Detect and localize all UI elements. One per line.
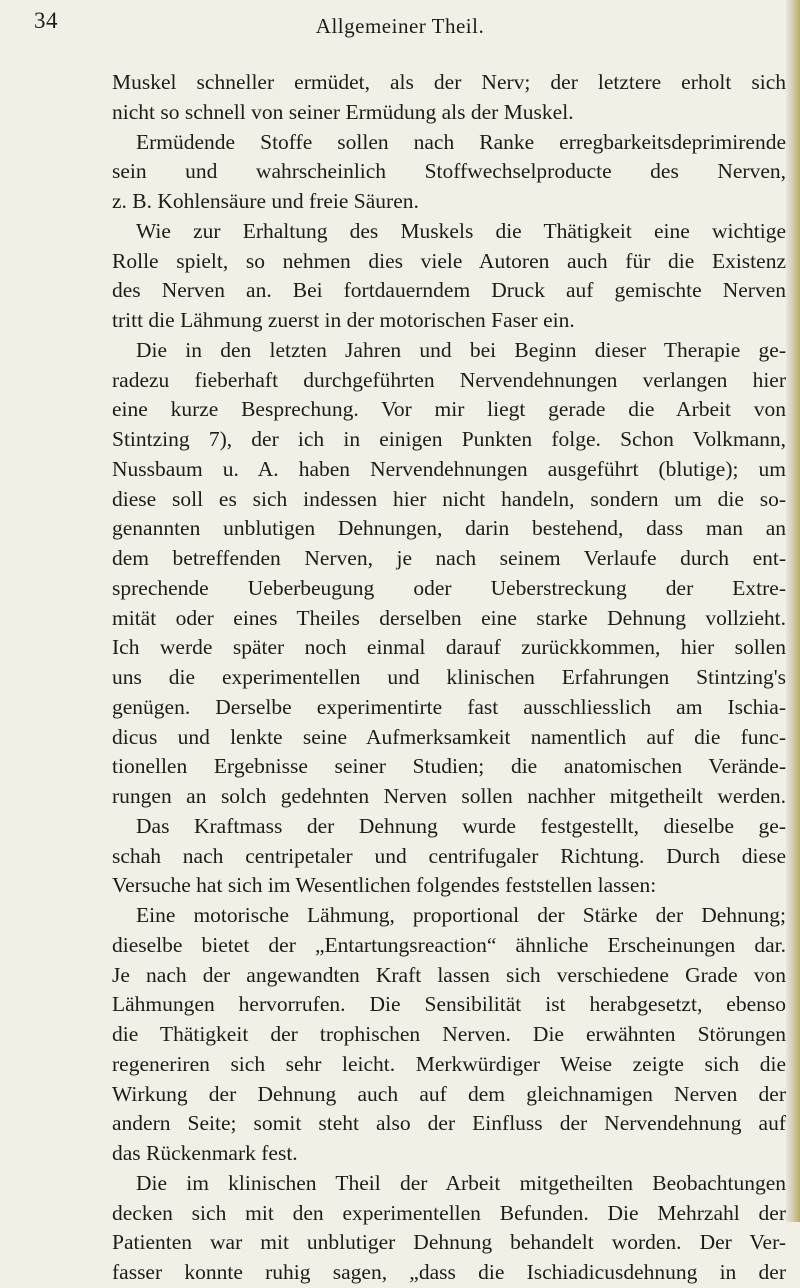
text-line: Die im klinischen Theil der Arbeit mitgetheilten Beobachtungen [136,1170,786,1195]
text-line: schah nach centripetaler und centrifugaler Richtung. Durch diese [112,843,786,868]
text-line: Versuche hat sich im Wesentlichen folgendes feststellen lassen: [112,873,657,898]
text-line: Wie zur Erhaltung des Muskels die Thätigkeit eine wichtige [136,218,786,243]
text-line: Das Kraftmass der Dehnung wurde festgestellt, dieselbe ge- [136,813,786,838]
text-line: Lähmungen hervorrufen. Die Sensibilität ist herabgesetzt, ebenso [112,992,786,1017]
text-line: Stintzing 7), der ich in einigen Punkten folge. Schon Volkmann, [112,427,786,451]
text-line: Wirkung der Dehnung auch auf dem gleichnamigen Nerven der [112,1081,786,1106]
text-line: Rolle spielt, so nehmen dies viele Autoren auch für die Existenz [112,248,786,273]
text-line: dem betreffenden Nerven, je nach seinem Verlaufe durch ent- [112,546,786,570]
text-line: regeneriren sich sehr leicht. Merkwürdiger Weise zeigte sich die [112,1051,786,1076]
text-line: tritt die Lähmung zuerst in der motorischen Faser ein. [112,308,575,332]
text-line: Eine motorische Lähmung, proportional der Stärke der Dehnung; [136,903,786,927]
text-line: das Rückenmark fest. [112,1141,298,1165]
running-head: Allgemeiner Theil. [315,14,485,38]
page-edge-shadow [786,0,800,1222]
text-line: decken sich mit den experimentellen Befunden. Die Mehrzahl der [112,1200,786,1225]
body-text [112,68,786,1288]
text-line: fasser konnte ruhig sagen, „dass die Ischiadicusdehnung in der [112,1260,786,1284]
text-line: Ich werde später noch einmal darauf zurückkommen, hier sollen [112,635,786,660]
text-line: genügen. Derselbe experimentirte fast ausschliesslich am Ischia- [112,694,786,719]
page-number: 34 [34,8,58,33]
text-line: Patienten war mit unblutiger Dehnung behandelt worden. Der Ver- [112,1230,786,1255]
text-line: Die in den letzten Jahren und bei Beginn dieser Therapie ge- [136,337,786,362]
text-line: Ermüdende Stoffe sollen nach Ranke erregbarkeitsdeprimirende [136,129,786,154]
text-line: Je nach der angewandten Kraft lassen sich verschiedene Grade von [112,962,786,987]
text-line: genannten unblutigen Dehnungen, darin bestehend, dass man an [112,516,786,541]
text-line: dicus und lenkte seine Aufmerksamkeit namentlich auf die func- [112,724,786,749]
text-line: dieselbe bietet der „Entartungsreaction“ ähnliche Erscheinungen dar. [112,932,786,957]
text-line: diese soll es sich indessen hier nicht handeln, sondern um die so- [112,486,786,511]
text-line: sprechende Ueberbeugung oder Ueberstreckung der Extre- [112,575,786,600]
text-line: rungen an solch gedehnten Nerven sollen nachher mitgetheilt werden. [112,784,786,808]
text-line: andern Seite; somit steht also der Einfluss der Nervendehnung auf [112,1111,786,1136]
text-line: die Thätigkeit der trophischen Nerven. Die erwähnten Störungen [112,1022,786,1046]
text-line: sein und wahrscheinlich Stoffwechselproducte des Nerven, [112,159,786,184]
text-line: eine kurze Besprechung. Vor mir liegt gerade die Arbeit von [112,397,786,422]
text-line: des Nerven an. Bei fortdauerndem Druck auf gemischte Nerven [112,278,786,303]
text-line: mität oder eines Theiles derselben eine starke Dehnung vollzieht. [112,605,786,630]
text-line: nicht so schnell von seiner Ermüdung als der Muskel. [112,99,574,124]
text-line: Nussbaum u. A. haben Nervendehnungen ausgeführt (blutige); um [112,456,786,481]
text-line: uns die experimentellen und klinischen Erfahrungen Stintzing's [112,665,786,689]
text-line: z. B. Kohlensäure und freie Säuren. [112,189,419,213]
text-line: tionellen Ergebnisse seiner Studien; die anatomischen Verände- [112,754,786,779]
text-line: radezu fieberhaft durchgeführten Nervendehnungen verlangen hier [112,367,786,392]
text-line: Muskel schneller ermüdet, als der Nerv; der letztere erholt sich [112,70,786,94]
